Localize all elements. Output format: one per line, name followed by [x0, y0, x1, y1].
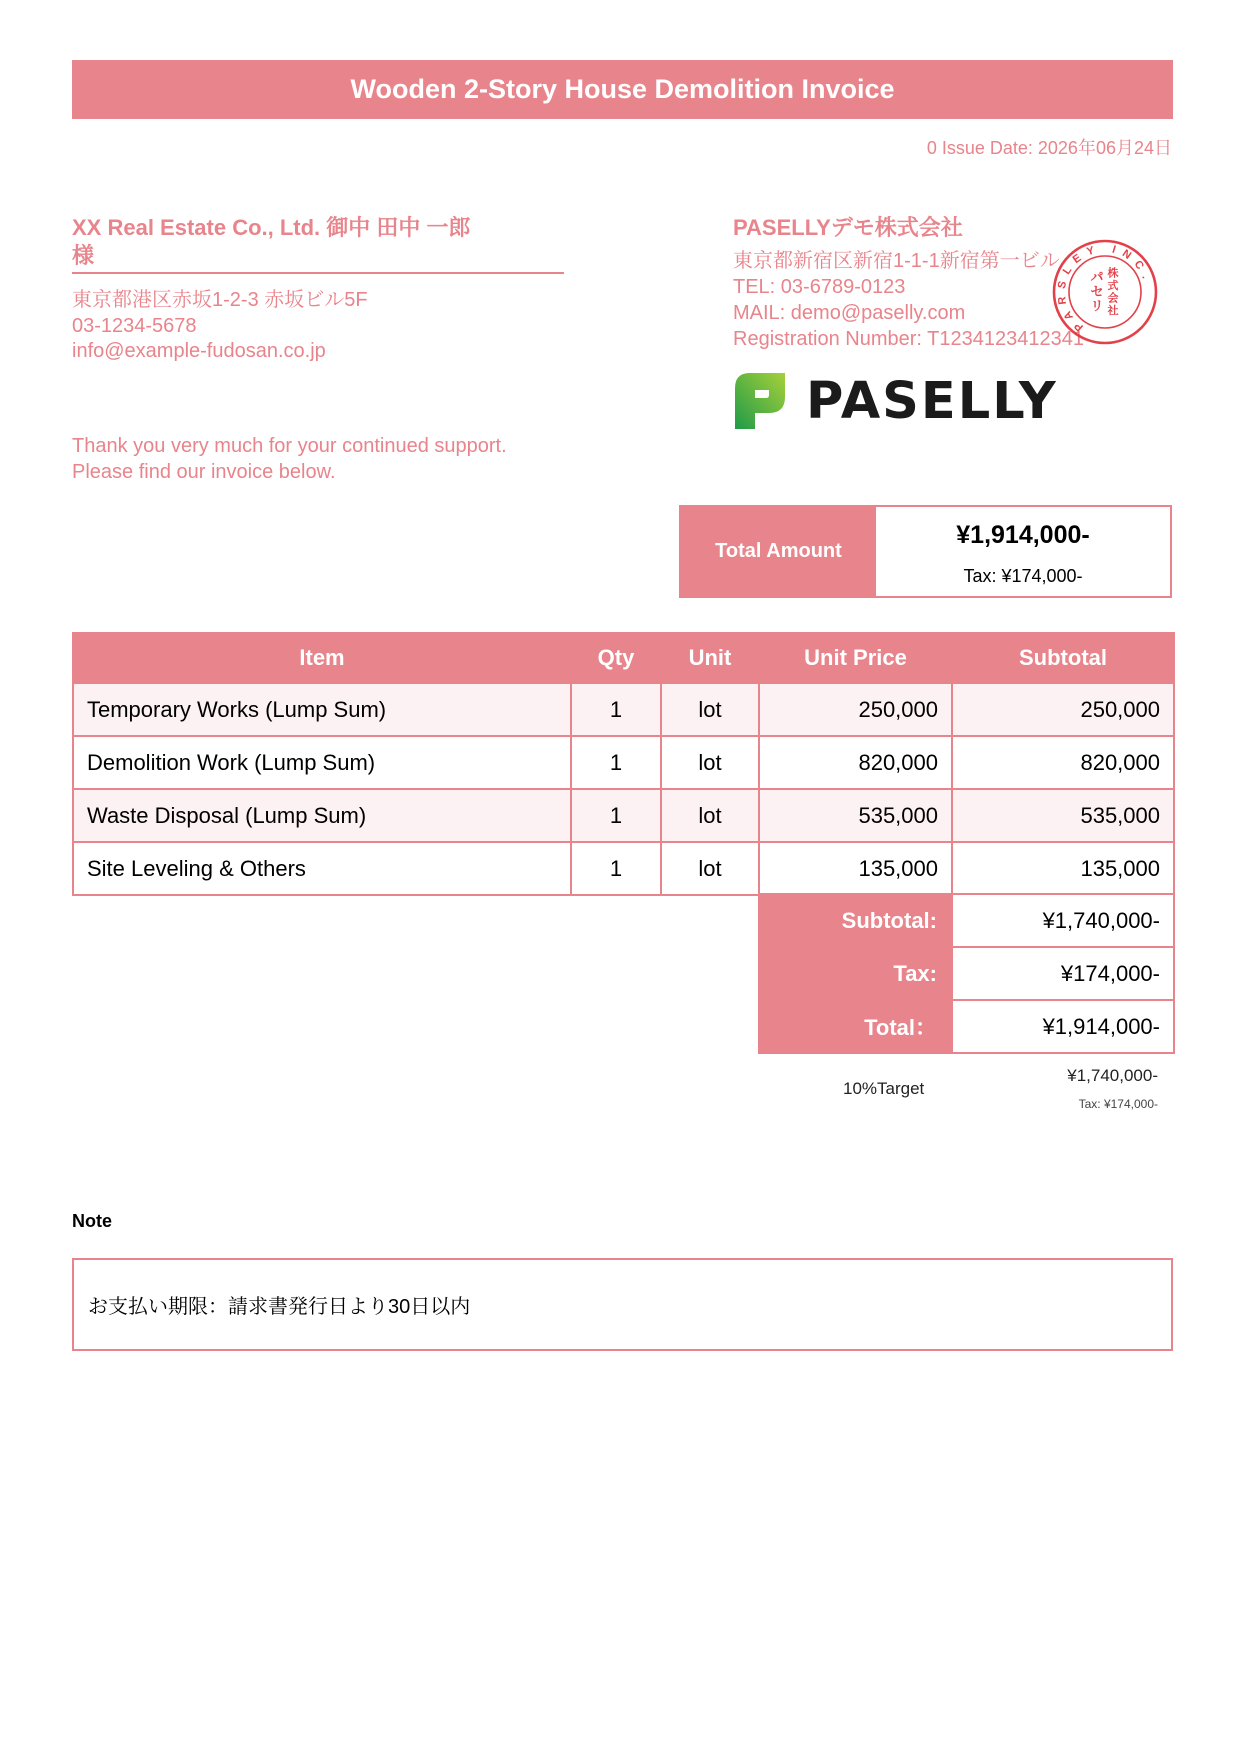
summary-tax-label: Tax: [759, 947, 952, 1000]
table-header-row [73, 633, 1174, 683]
greeting-line-1: Thank you very much for your continued support. [72, 435, 507, 457]
cell-unit-price: 535,000 [759, 789, 952, 842]
seal-center-character: パ [1090, 269, 1104, 285]
cell-item: Temporary Works (Lump Sum) [73, 683, 571, 736]
greeting-message [72, 433, 507, 485]
summary-row-subtotal [759, 894, 1174, 947]
seal-center-character: セ [1090, 284, 1104, 300]
recipient-email: info@example-fudosan.co.jp [72, 340, 326, 362]
table-row [73, 789, 1174, 842]
total-amount-value: ¥1,914,000- [956, 521, 1090, 549]
seal-inner-ring [1069, 256, 1141, 328]
table-row [73, 683, 1174, 736]
seal-center-text [1090, 266, 1118, 318]
cell-unit-price: 250,000 [759, 683, 952, 736]
tax-rate-target-tax: Tax: ¥174,000- [1078, 1097, 1158, 1111]
cell-subtotal: 135,000 [952, 842, 1174, 895]
paselly-leaf-icon [733, 371, 787, 429]
seal-outer-text-path: PARSLEY INC. [1055, 242, 1154, 334]
cell-unit-price: 820,000 [759, 736, 952, 789]
issuer-company-name: PASELLYデモ株式会社 [733, 215, 963, 240]
tax-rate-target-label: 10%Target [843, 1079, 925, 1098]
cell-unit: lot [661, 736, 759, 789]
invoice-title-bar [72, 60, 1173, 119]
summary-subtotal-label: Subtotal: [759, 894, 952, 947]
issuer-registration-number: Registration Number: T1234123412341 [733, 328, 1084, 350]
greeting-line-2: Please find our invoice below. [72, 461, 336, 483]
recipient-contact-block [72, 288, 368, 365]
recipient-address: 東京都港区赤坂1-2-3 赤坂ビル5F [72, 289, 368, 311]
cell-subtotal: 820,000 [952, 736, 1174, 789]
column-header-qty: Qty [571, 633, 661, 683]
total-amount-box [679, 505, 1172, 598]
cell-item: Waste Disposal (Lump Sum) [73, 789, 571, 842]
recipient-name-line-1: XX Real Estate Co., Ltd. 御中 田中 一郎 [72, 215, 471, 240]
cell-subtotal: 535,000 [952, 789, 1174, 842]
total-amount-values [876, 507, 1170, 596]
issuer-address: 東京都新宿区新宿1-1-1新宿第一ビル [733, 250, 1060, 272]
cell-item: Demolition Work (Lump Sum) [73, 736, 571, 789]
issue-date: 0 Issue Date: 2026年06月24日 [926, 138, 1172, 158]
items-table [72, 632, 1175, 896]
paselly-wordmark-logo: PASELLY [806, 372, 1058, 431]
summary-table [758, 893, 1175, 1054]
invoice-title: Wooden 2-Story House Demolition Invoice [350, 74, 895, 104]
tax-rate-target-amount: ¥1,740,000- [1067, 1066, 1158, 1085]
table-row [73, 736, 1174, 789]
cell-unit: lot [661, 683, 759, 736]
cell-qty: 1 [571, 789, 661, 842]
seal-center-character: リ [1090, 298, 1104, 314]
issuer-phone: TEL: 03-6789-0123 [733, 276, 906, 298]
seal-center-character: 会 [1107, 292, 1119, 305]
summary-tax-value: ¥174,000- [952, 947, 1174, 1000]
total-tax-value: Tax: ¥174,000- [963, 566, 1083, 586]
summary-subtotal-value: ¥1,740,000- [952, 894, 1174, 947]
recipient-name-line-2: 様 [72, 243, 95, 268]
column-header-item: Item [73, 633, 571, 683]
cell-qty: 1 [571, 842, 661, 895]
summary-total-value: ¥1,914,000- [952, 1000, 1174, 1053]
cell-subtotal: 250,000 [952, 683, 1174, 736]
issuer-email: MAIL: demo@paselly.com [733, 302, 966, 324]
cell-qty: 1 [571, 736, 661, 789]
recipient-phone: 03-1234-5678 [72, 314, 197, 337]
note-text: お支払い期限：請求書発行日より30日以内 [88, 1296, 471, 1318]
seal-center-character: 社 [1107, 305, 1119, 318]
note-heading: Note [72, 1211, 112, 1231]
seal-center-character: 株 [1107, 267, 1119, 280]
cell-item: Site Leveling & Others [73, 842, 571, 895]
cell-qty: 1 [571, 683, 661, 736]
cell-unit: lot [661, 842, 759, 895]
seal-center-character: 式 [1107, 280, 1119, 293]
summary-row-total [759, 1000, 1174, 1053]
recipient-name [72, 214, 564, 274]
cell-unit-price: 135,000 [759, 842, 952, 895]
company-seal-stamp [1051, 238, 1159, 346]
column-header-unit-price: Unit Price [759, 633, 952, 683]
total-amount-label: Total Amount [681, 507, 876, 596]
issuer-contact-block [733, 248, 1084, 352]
summary-row-tax [759, 947, 1174, 1000]
table-row [73, 842, 1174, 895]
column-header-subtotal: Subtotal [952, 633, 1174, 683]
note-box [72, 1258, 1173, 1351]
summary-total-label: Total： [759, 1000, 952, 1053]
column-header-unit: Unit [661, 633, 759, 683]
cell-unit: lot [661, 789, 759, 842]
